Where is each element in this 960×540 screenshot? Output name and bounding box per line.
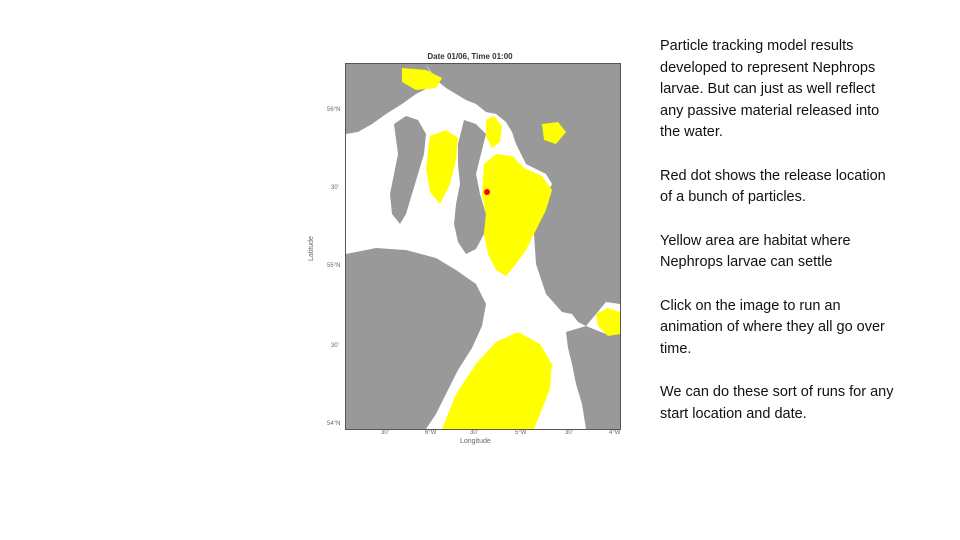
habitat-loch-fyne [486,116,502,148]
release-point-red-dot [484,189,490,195]
habitat-jura-sound [426,130,458,204]
y-axis-label: Latitude [307,236,315,261]
map-title: Date 01/06, Time 01:00 [427,52,513,61]
description-paragraph: We can do these sort of runs for any start location and date. [660,384,894,422]
x-tick-label: 30' [470,430,478,436]
x-tick-label: 6°W [425,430,437,436]
kintyre-peninsula [454,120,486,254]
particle-tracking-map-figure[interactable] [305,45,635,455]
description-paragraph: Red dot shows the release location of a bunch of particles. [660,167,886,205]
y-tick-label: 54°N [327,421,341,427]
x-axis-label: Longitude [460,438,491,445]
y-tick-label: 55°N [327,263,341,269]
description-paragraph: Particle tracking model results developed to represent Nephrops larvae. But can just as well reflect any passive material released into the water. [660,38,880,140]
y-tick-label: 30' [331,343,339,349]
description-paragraph: Yellow area are habitat where Nephrops larvae can settle [660,232,851,270]
x-tick-label: 30' [565,430,573,436]
map-frame[interactable] [345,63,621,430]
x-tick-label: 5°W [515,430,527,436]
y-tick-label: 56°N [327,107,341,113]
map-svg [346,64,620,429]
x-tick-label: 30' [381,430,389,436]
description-text [660,36,900,447]
x-tick-label: 4°W [609,430,621,436]
description-paragraph: Click on the image to run an animation of where they all go over time. [660,297,885,357]
y-tick-label: 30' [331,185,339,191]
islands-west [390,116,426,224]
